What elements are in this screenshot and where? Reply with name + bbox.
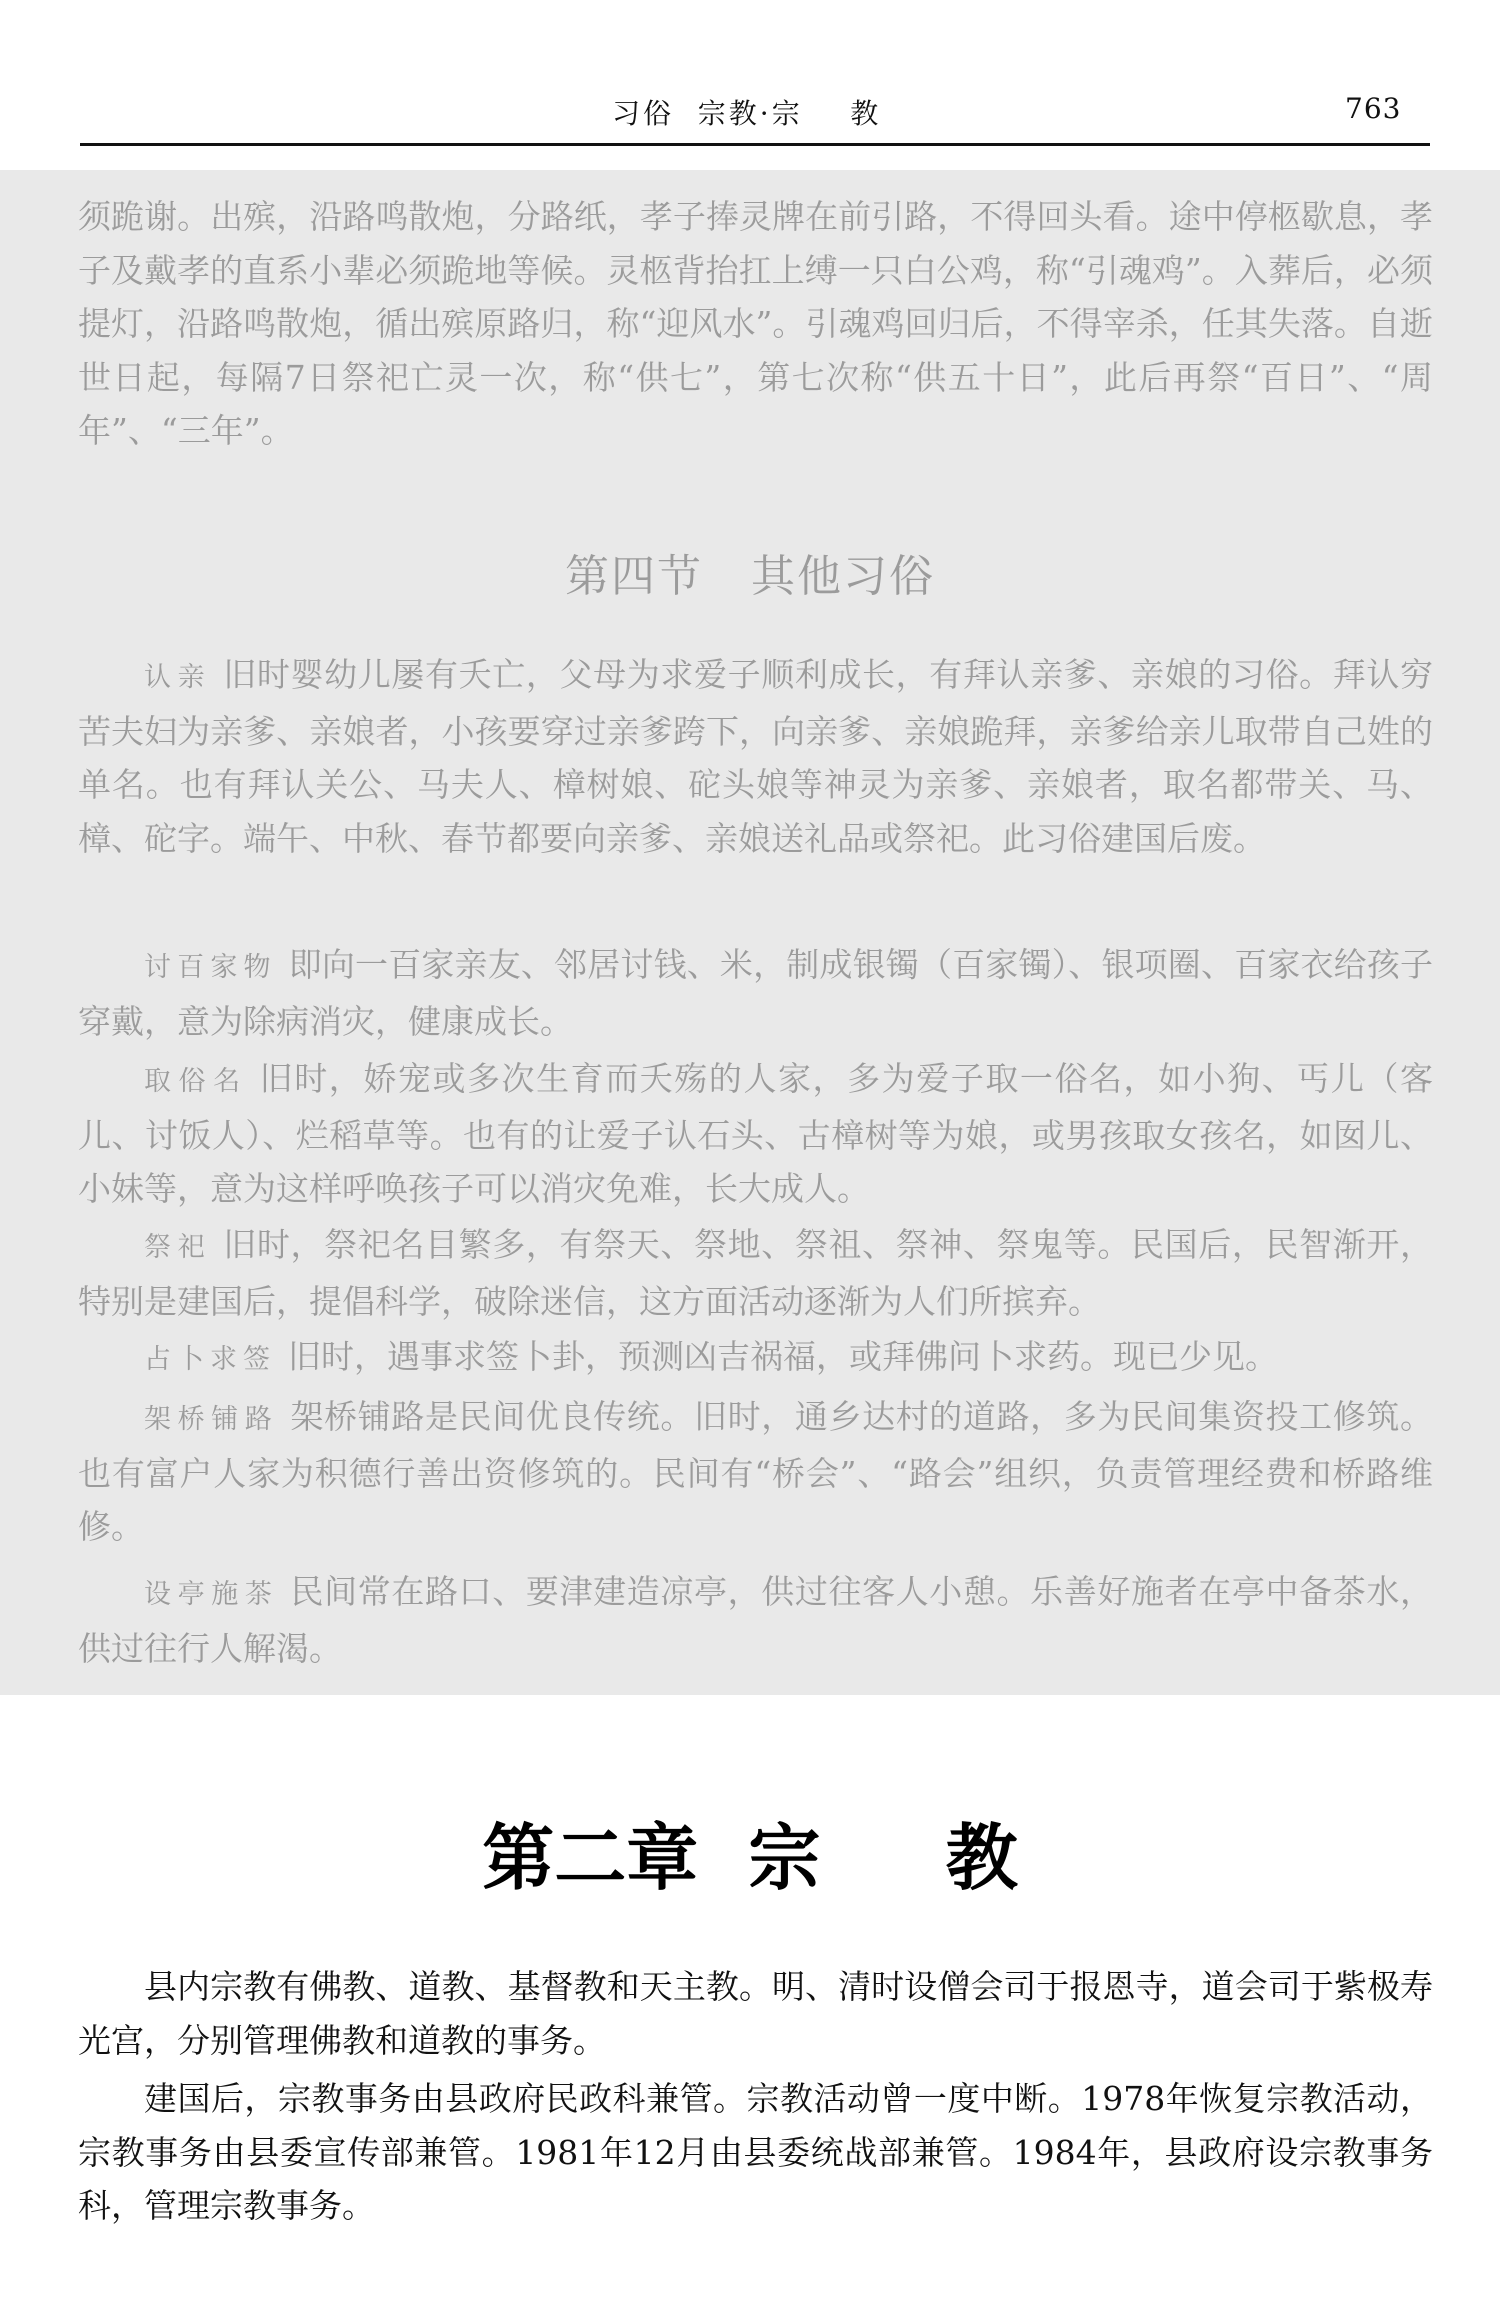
custom-entry-renqin bbox=[78, 648, 1433, 865]
page-number: 763 bbox=[1345, 92, 1402, 125]
entry-term: 取俗名 bbox=[144, 1066, 248, 1097]
section-title: 第四节 其他习俗 bbox=[565, 551, 935, 602]
entry-text: 旧时，遇事求签卜卦，预测凶吉祸福，或拜佛问卜求药。现已少见。 bbox=[288, 1337, 1278, 1376]
entry-term: 设亭施茶 bbox=[144, 1579, 279, 1610]
custom-entry-qusuming bbox=[78, 1052, 1433, 1216]
entry-text: 即向一百家亲友、邻居讨钱、米，制成银镯（百家镯）、银项圈、百家衣给孩子穿戴，意为除病消灾，健康成长。 bbox=[78, 945, 1434, 1041]
entry-term: 祭祀 bbox=[144, 1232, 212, 1263]
running-header-title: 习俗 宗教·宗 教 bbox=[612, 97, 882, 130]
running-header bbox=[0, 0, 1500, 150]
entry-term: 讨百家物 bbox=[144, 952, 277, 983]
entry-text: 民间常在路口、要津建造凉亭，供过往客人小憩。乐善好施者在亭中备茶水，供过往行人解渴。 bbox=[78, 1572, 1434, 1668]
chapter-paragraph: 县内宗教有佛教、道教、基督教和天主教。明、清时设僧会司于报恩寺，道会司于紫极寿光宫，分别管理佛教和道教的事务。 bbox=[78, 1967, 1433, 2060]
custom-entry-jisi bbox=[78, 1218, 1433, 1328]
chapter-title: 第二章 宗 教 bbox=[482, 1816, 1018, 1900]
entry-text: 旧时，娇宠或多次生育而夭殇的人家，多为爱子取一俗名，如小狗、丐儿（客儿、讨饭人）、烂稻草等。也有的让爱子认石头、古樟树等为娘，或男孩取女孩名，如囡儿、小妹等，意为这样呼唤孩子可以消灾免难，长大成人。 bbox=[78, 1059, 1434, 1208]
custom-entry-zhanbuqiuqian bbox=[78, 1330, 1433, 1387]
entry-text: 旧时，祭祀名目繁多，有祭天、祭地、祭祖、祭神、祭鬼等。民国后，民智渐开，特别是建国后，提倡科学，破除迷信，这方面活动逐渐为人们所摈弃。 bbox=[78, 1225, 1434, 1321]
custom-entry-taobaijiawu bbox=[78, 938, 1433, 1048]
entry-text: 旧时婴幼儿屡有夭亡，父母为求爱子顺利成长，有拜认亲爹、亲娘的习俗。拜认穷苦夫妇为亲爹、亲娘者，小孩要穿过亲爹跨下，向亲爹、亲娘跪拜，亲爹给亲儿取带自己姓的单名。也有拜认关公、马夫人、樟树娘、砣头娘等神灵为亲爹、亲娘者，取名都带关、马、樟、砣字。端午、中秋、春节都要向亲爹、亲娘送礼品或祭祀。此习俗建国后废。 bbox=[78, 655, 1434, 858]
custom-entry-shetingshicha bbox=[78, 1565, 1433, 1675]
entry-term: 架桥铺路 bbox=[144, 1404, 279, 1435]
entry-term: 占卜求签 bbox=[144, 1344, 276, 1375]
entry-term: 认亲 bbox=[144, 662, 212, 693]
funeral-continuation-paragraph: 须跪谢。出殡，沿路鸣散炮，分路纸，孝子捧灵牌在前引路，不得回头看。途中停柩歇息，孝子及戴孝的直系小辈必须跪地等候。灵柩背抬扛上缚一只白公鸡，称“引魂鸡”。入葬后，必须提灯，沿路鸣散炮，循出殡原路归，称“迎风水”。引魂鸡回归后，不得宰杀，任其失落。自逝世日起，每隔7日祭祀亡灵一次，称“供七”，第七次称“供五十日”，此后再祭“百日”、“周年”、“三年”。 bbox=[78, 197, 1433, 450]
entry-text: 架桥铺路是民间优良传统。旧时，通乡达村的道路，多为民间集资投工修筑。也有富户人家为积德行善出资修筑的。民间有“桥会”、“路会”组织，负责管理经费和桥路维修。 bbox=[78, 1397, 1434, 1546]
chapter-paragraph: 建国后，宗教事务由县政府民政科兼管。宗教活动曾一度中断。1978年恢复宗教活动，宗教事务由县委宣传部兼管。1981年12月由县委统战部兼管。1984年，县政府设宗教事务科，管理宗教事务。 bbox=[78, 2079, 1433, 2225]
custom-entry-jiaqiaopulu bbox=[78, 1390, 1433, 1554]
header-rule bbox=[80, 143, 1430, 146]
